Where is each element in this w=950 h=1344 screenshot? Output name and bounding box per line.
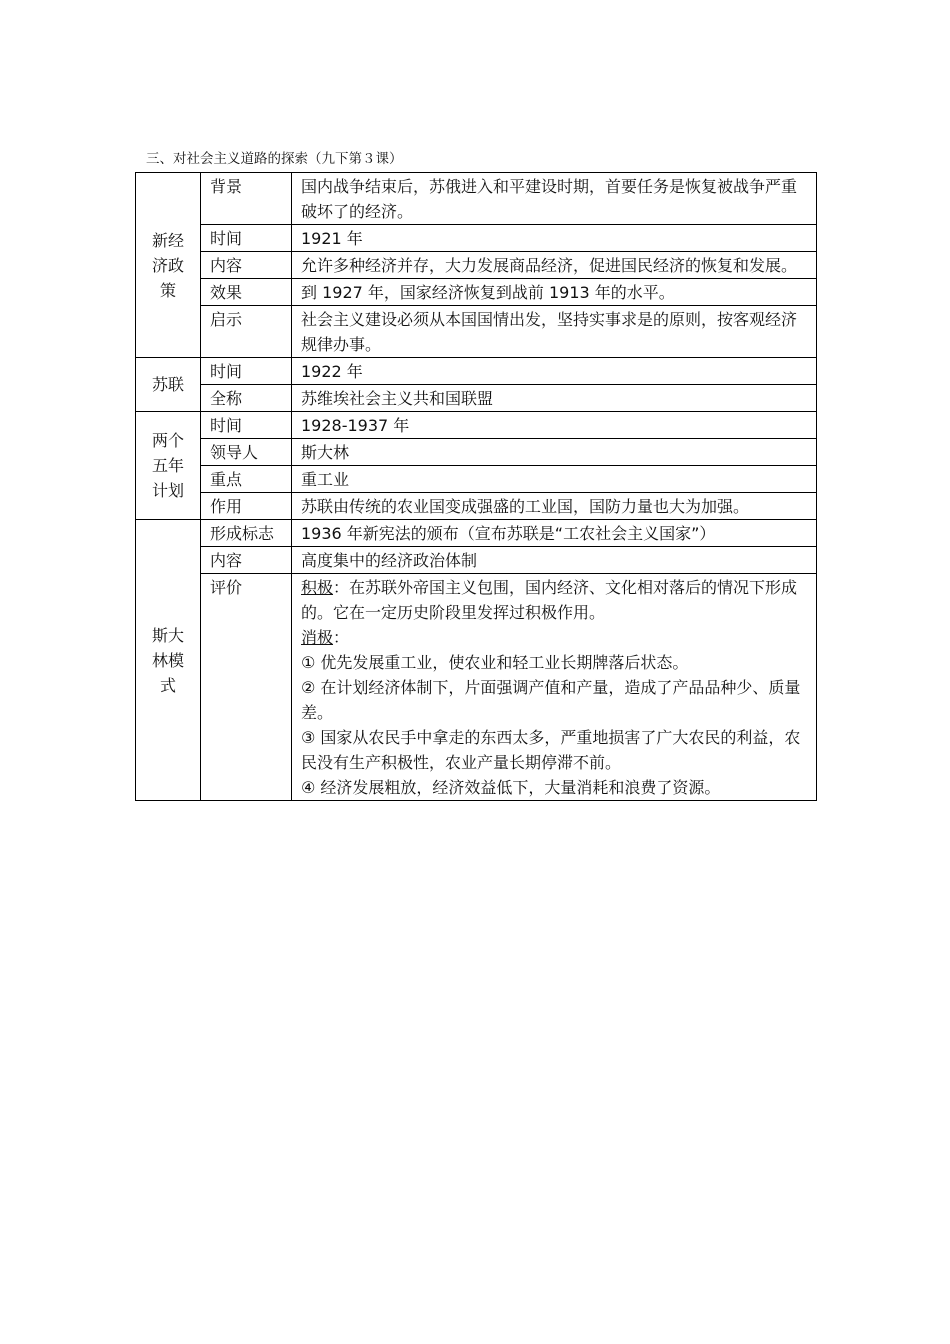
content-cell: 国内战争结束后，苏俄进入和平建设时期，首要任务是恢复被战争严重破坏了的经济。 (292, 173, 817, 225)
label-cell: 评价 (201, 574, 292, 801)
table-row (136, 520, 817, 547)
positive-text: ：在苏联外帝国主义包围，国内经济、文化相对落后的情况下形成的。它在一定历史阶段里发挥过积极作用。 (301, 578, 798, 622)
table-row (136, 279, 817, 306)
content-cell: 到 1927 年，国家经济恢复到战前 1913 年的水平。 (292, 279, 817, 306)
label-cell: 时间 (201, 412, 292, 439)
content-cell: 1921 年 (292, 225, 817, 252)
label-cell: 全称 (201, 385, 292, 412)
label-cell: 形成标志 (201, 520, 292, 547)
label-cell: 启示 (201, 306, 292, 358)
page-heading: 三、对社会主义道路的探索（九下第３课） (146, 151, 403, 167)
evaluation-cell (292, 574, 817, 801)
table-row (136, 225, 817, 252)
table-row (136, 412, 817, 439)
label-cell: 时间 (201, 358, 292, 385)
negative-label: 消极 (301, 628, 334, 647)
label-cell: 效果 (201, 279, 292, 306)
table-row (136, 493, 817, 520)
content-cell: 允许多种经济并存，大力发展商品经济，促进国民经济的恢复和发展。 (292, 252, 817, 279)
positive-evaluation (301, 575, 808, 625)
content-cell: 高度集中的经济政治体制 (292, 547, 817, 574)
history-outline-table (135, 172, 817, 801)
label-cell: 作用 (201, 493, 292, 520)
table-row (136, 547, 817, 574)
negative-heading (301, 625, 808, 650)
table-row (136, 173, 817, 225)
topic-cell: 苏联 (136, 358, 201, 412)
negative-point: ④ 经济发展粗放，经济效益低下，大量消耗和浪费了资源。 (301, 778, 721, 797)
label-cell: 背景 (201, 173, 292, 225)
negative-point: ② 在计划经济体制下，片面强调产值和产量，造成了产品品种少、质量差。 (301, 678, 801, 722)
content-cell: 社会主义建设必须从本国国情出发，坚持实事求是的原则，按客观经济规律办事。 (292, 306, 817, 358)
positive-label: 积极 (301, 578, 334, 597)
content-cell: 苏维埃社会主义共和国联盟 (292, 385, 817, 412)
content-cell: 斯大林 (292, 439, 817, 466)
label-cell: 内容 (201, 252, 292, 279)
table-row (136, 466, 817, 493)
content-cell: 苏联由传统的农业国变成强盛的工业国，国防力量也大为加强。 (292, 493, 817, 520)
content-cell: 1922 年 (292, 358, 817, 385)
table-row (136, 358, 817, 385)
content-cell: 重工业 (292, 466, 817, 493)
content-cell: 1928-1937 年 (292, 412, 817, 439)
label-cell: 领导人 (201, 439, 292, 466)
content-cell: 1936 年新宪法的颁布（宣布苏联是“工农社会主义国家”） (292, 520, 817, 547)
label-cell: 内容 (201, 547, 292, 574)
label-cell: 时间 (201, 225, 292, 252)
topic-cell: 新经济政策 (136, 173, 201, 358)
table-row (136, 306, 817, 358)
table-row (136, 385, 817, 412)
negative-point: ① 优先发展重工业，使农业和轻工业长期牌落后状态。 (301, 653, 689, 672)
negative-colon: ： (333, 628, 350, 647)
table-row (136, 574, 817, 801)
label-cell: 重点 (201, 466, 292, 493)
topic-cell: 两个五年计划 (136, 412, 201, 520)
negative-point: ③ 国家从农民手中拿走的东西太多，严重地损害了广大农民的利益，农民没有生产积极性，农业产量长期停滞不前。 (301, 728, 801, 772)
topic-cell: 斯大林模式 (136, 520, 201, 801)
table-row (136, 252, 817, 279)
table-row (136, 439, 817, 466)
